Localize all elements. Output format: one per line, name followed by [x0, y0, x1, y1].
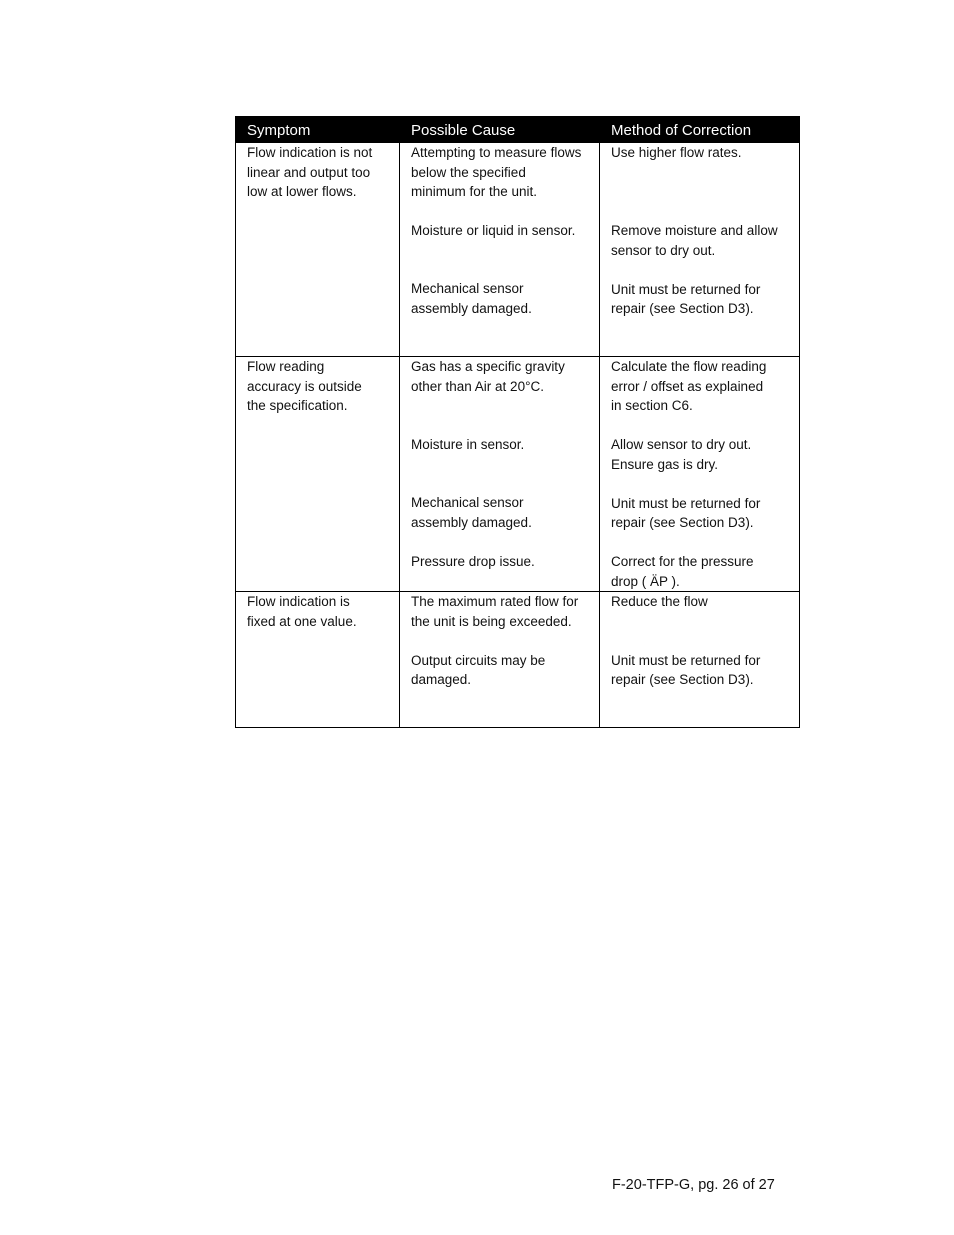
symptom-text: Flow indication is fixed at one value.: [247, 594, 357, 629]
symptom-text: Flow reading accuracy is outside the specification.: [247, 359, 362, 413]
cause-text: Mechanical sensor assembly damaged.: [411, 495, 532, 530]
cause-text: Moisture in sensor.: [411, 437, 525, 452]
correction-cell: [600, 592, 800, 728]
correction-text: Correct for the pressure drop ( ÄP ).: [611, 554, 754, 589]
table-header: [236, 117, 800, 143]
cause-text: Output circuits may be damaged.: [411, 652, 546, 687]
page-footer: F-20-TFP-G, pg. 26 of 27: [612, 1177, 775, 1193]
header-symptom: Symptom: [236, 117, 400, 143]
correction-cell: [600, 143, 800, 357]
symptom-cell: [236, 357, 400, 592]
header-row: [236, 117, 800, 143]
cause-cell: [400, 143, 600, 357]
table-row: [236, 357, 800, 592]
correction-text: Remove moisture and allow sensor to dry out.: [611, 223, 778, 258]
cause-text: The maximum rated flow for the unit is being exceeded.: [411, 594, 579, 629]
correction-text: Calculate the flow reading error / offset as explained in section C6.: [611, 359, 767, 413]
correction-text: Unit must be returned for repair (see Section D3).: [611, 495, 761, 530]
troubleshooting-table: [235, 116, 800, 728]
cause-cell: [400, 592, 600, 728]
header-possible-cause: Possible Cause: [400, 117, 600, 143]
cause-text: Mechanical sensor assembly damaged.: [411, 281, 532, 316]
cause-text: Moisture or liquid in sensor.: [411, 223, 576, 238]
cause-cell: [400, 357, 600, 592]
correction-text: Use higher flow rates.: [611, 145, 742, 160]
correction-text: Allow sensor to dry out. Ensure gas is dry.: [611, 437, 752, 472]
symptom-text: Flow indication is not linear and output too low at lower flows.: [247, 145, 373, 199]
correction-text: Unit must be returned for repair (see Section D3).: [611, 652, 761, 687]
correction-cell: [600, 357, 800, 592]
cause-text: Gas has a specific gravity other than Air at 20°C.: [411, 359, 565, 394]
symptom-cell: [236, 592, 400, 728]
symptom-cell: [236, 143, 400, 357]
header-method-of-correction: Method of Correction: [600, 117, 800, 143]
correction-text: Reduce the flow: [611, 594, 708, 609]
cause-text: Pressure drop issue.: [411, 553, 535, 569]
table-row: [236, 592, 800, 728]
correction-text: Unit must be returned for repair (see Section D3).: [611, 281, 761, 316]
cause-text: Attempting to measure flows below the specified minimum for the unit.: [411, 145, 582, 199]
table-row: [236, 143, 800, 357]
